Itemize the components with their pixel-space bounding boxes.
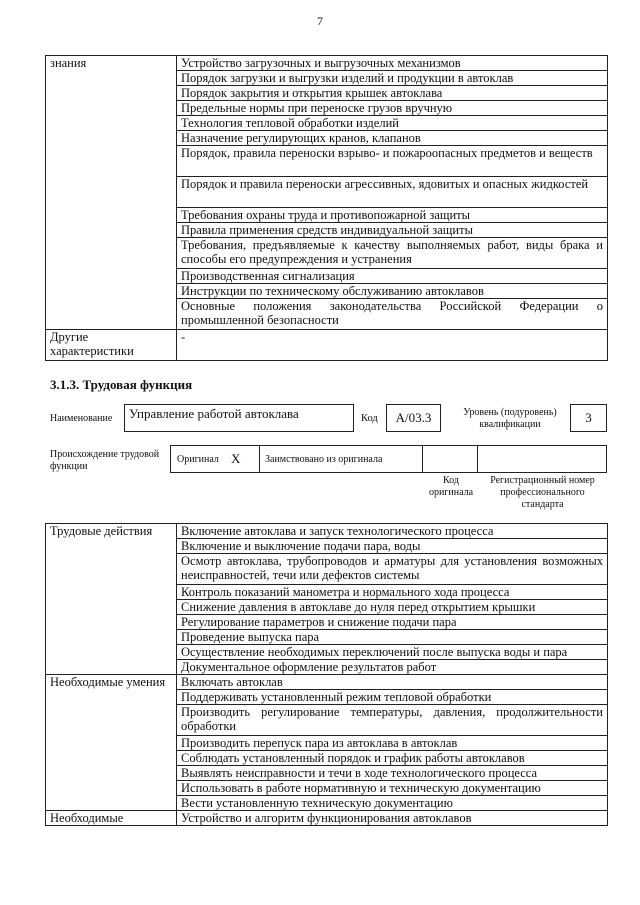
name-label: Наименование — [50, 413, 113, 424]
table-cell: Соблюдать установленный порядок и график работы автоклавов — [177, 751, 608, 766]
row-label: Необходимые — [46, 811, 177, 826]
knowledge-table — [45, 55, 608, 361]
page-number: 7 — [317, 14, 323, 28]
origin-label: Происхождение трудовой функции — [50, 449, 160, 472]
table-cell: Контроль показаний манометра и нормального хода процесса — [177, 585, 608, 600]
table-cell: Проведение выпуска пара — [177, 630, 608, 645]
row-label: Трудовые действия — [46, 524, 177, 675]
table-cell: Включение автоклава и запуск технологического процесса — [177, 524, 608, 539]
table-cell: Осмотр автоклава, трубопроводов и арматуры для установления возможных неисправностей, течи или дефектов системы — [177, 554, 608, 585]
table-cell: Назначение регулирующих кранов, клапанов — [177, 131, 608, 146]
level-label: Уровень (подуровень) квалификации — [463, 407, 557, 430]
origin-original-box — [170, 445, 260, 473]
table-cell: Вести установленную техническую документацию — [177, 796, 608, 811]
table-cell: Поддерживать установленный режим тепловой обработки — [177, 690, 608, 705]
code-value-box — [386, 404, 441, 432]
name-value-box — [124, 404, 354, 432]
function-name: Управление работой автоклава — [129, 406, 299, 421]
table-cell: Осуществление необходимых переключений после выпуска воды и пара — [177, 645, 608, 660]
table-cell: Порядок закрытия и открытия крышек автоклава — [177, 86, 608, 101]
table-cell: Порядок, правила переноски взрыво- и пожароопасных предметов и веществ — [177, 146, 608, 177]
table-cell: Производственная сигнализация — [177, 269, 608, 284]
table-cell: Порядок и правила переноски агрессивных, ядовитых и опасных жидкостей — [177, 177, 608, 208]
table-cell: Правила применения средств индивидуальной защиты — [177, 223, 608, 238]
table-cell: Выявлять неисправности и течи в ходе технологического процесса — [177, 766, 608, 781]
reg-caption: Регистрационный номер профессионального стандарта — [490, 475, 595, 510]
table-cell: Использовать в работе нормативную и техническую документацию — [177, 781, 608, 796]
table-cell: Включение и выключение подачи пара, воды — [177, 539, 608, 554]
function-code: А/03.3 — [395, 410, 432, 425]
level-value-box — [570, 404, 607, 432]
table-cell: Инструкции по техническому обслуживанию автоклавов — [177, 284, 608, 299]
table-cell: Основные положения законодательства Российской Федерации о промышленной безопасности — [177, 299, 608, 330]
table-cell: Устройство и алгоритм функционирования автоклавов — [177, 811, 608, 826]
table-cell: Требования, предъявляемые к качеству выполняемых работ, виды брака и способы его предупреждения и устранения — [177, 238, 608, 269]
level-value: 3 — [585, 410, 592, 425]
table-cell: Устройство загрузочных и выгрузочных механизмов — [177, 56, 608, 71]
row-label: Другие характеристики — [46, 330, 177, 361]
row-label: Необходимые умения — [46, 675, 177, 811]
table-cell: Порядок загрузки и выгрузки изделий и продукции в автоклав — [177, 71, 608, 86]
code-caption: Код оригинала — [428, 475, 474, 498]
borrowed-label: Заимствовано из оригинала — [265, 454, 383, 465]
row-label: знания — [46, 56, 177, 330]
table-cell: Включать автоклав — [177, 675, 608, 690]
actions-table — [45, 523, 608, 826]
table-cell: Требования охраны труда и противопожарной защиты — [177, 208, 608, 223]
code-label: Код — [361, 413, 378, 424]
table-cell: Производить регулирование температуры, давления, продолжительности обработки — [177, 705, 608, 736]
original-mark: X — [231, 451, 241, 466]
table-cell: Технология тепловой обработки изделий — [177, 116, 608, 131]
section-title: 3.1.3. Трудовая функция — [50, 377, 193, 392]
table-cell: Производить перепуск пара из автоклава в автоклав — [177, 736, 608, 751]
origin-code-box — [422, 445, 478, 473]
table-cell: Снижение давления в автоклаве до нуля перед открытием крышки — [177, 600, 608, 615]
table-cell: Документальное оформление результатов работ — [177, 660, 608, 675]
table-cell: Предельные нормы при переноске грузов вручную — [177, 101, 608, 116]
origin-borrowed-box — [259, 445, 423, 473]
origin-reg-box — [477, 445, 607, 473]
table-cell: Регулирование параметров и снижение подачи пара — [177, 615, 608, 630]
original-label: Оригинал — [177, 454, 219, 465]
table-cell: - — [177, 330, 608, 361]
